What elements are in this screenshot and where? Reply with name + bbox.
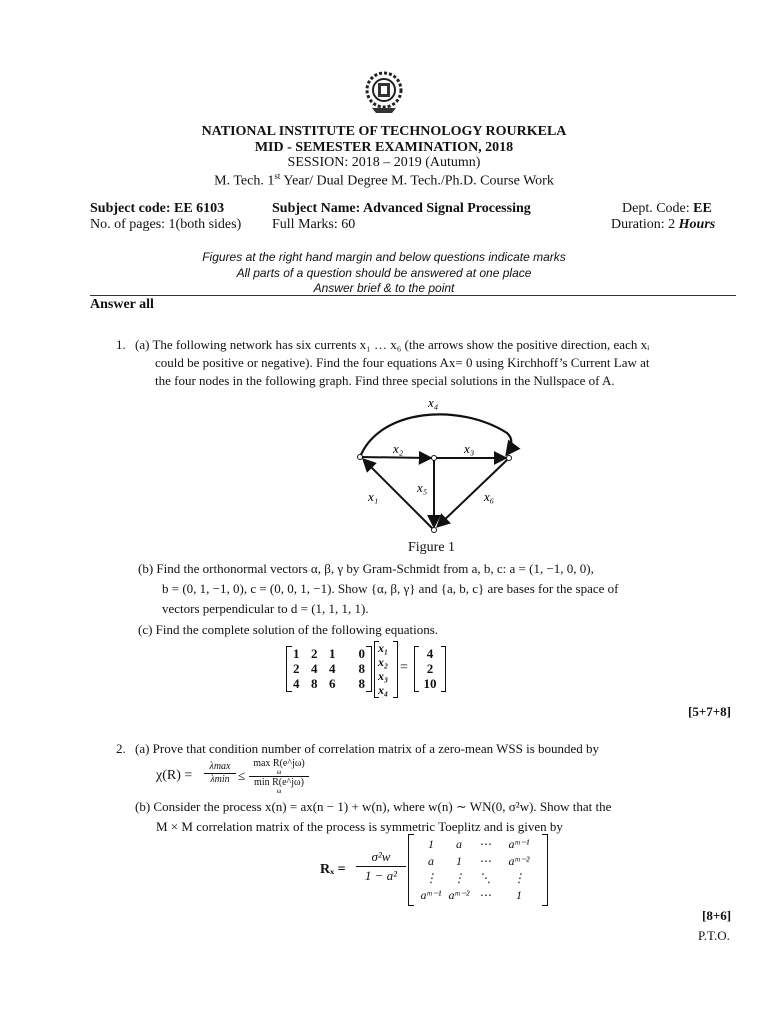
figure-caption: Figure 1 — [408, 540, 456, 555]
le-sign: ≤ — [238, 768, 246, 783]
rx-label: Rₓ = — [320, 862, 346, 877]
institute-name: NATIONAL INSTITUTE OF TECHNOLOGY ROURKELA — [201, 124, 567, 139]
label-x3: x₃ — [464, 441, 475, 456]
duration-value: Hours — [678, 217, 716, 232]
duration — [611, 217, 715, 233]
matrix-a-rows: 1 2 1 0 2 4 4 8 4 8 6 8 — [293, 646, 365, 691]
instruction-1: Figures at the right hand margin and below questions indicate marks — [202, 250, 566, 264]
session-line: SESSION: 2018 – 2019 (Autumn) — [287, 155, 481, 170]
matrix-a — [286, 646, 372, 692]
q2b-line1: (b) Consider the process x(n) = ax(n − 1) + w(n), where w(n) ∼ WN(0, σ²w). Show that the — [135, 799, 612, 814]
subject-code: Subject code: EE 6103 — [90, 201, 225, 216]
q1b-line3: vectors perpendicular to d = (1, 1, 1, 1). — [162, 601, 369, 616]
lambda-fraction: λmax λmin — [204, 761, 236, 786]
edge-x6 — [438, 460, 507, 526]
q1a-line3: the four nodes in the following graph. Find three special solutions in the Nullspace of A. — [155, 373, 615, 388]
matrix-equation — [286, 641, 446, 699]
q1b-line1: (b) Find the orthonormal vectors α, β, γ by Gram-Schmidt from a, b, c: a = (1, −1, 0, 0), — [138, 561, 594, 576]
pto-label: P.T.O. — [698, 928, 730, 943]
duration-label: Duration: 2 — [611, 217, 679, 232]
course-sup: st — [274, 171, 281, 181]
subject-name: Subject Name: Advanced Signal Processing — [272, 201, 531, 216]
dept-code — [622, 201, 712, 217]
course-post: Year/ Dual Degree M. Tech./Ph.D. Course Work — [280, 173, 554, 189]
header-divider — [90, 295, 736, 296]
answer-all: Answer all — [90, 297, 154, 312]
q1b-line2: b = (0, 1, −1, 0), c = (0, 0, 1, −1). Show {α, β, γ} and {a, b, c} are bases for the space of — [162, 581, 619, 596]
vector-x: x₁ x₂ x₃ x₄ — [374, 641, 398, 698]
q1-number: 1. — [116, 337, 126, 352]
sigma-fraction: σ²w 1 − a² — [356, 848, 406, 885]
label-x6: x₆ — [484, 489, 495, 504]
node-1 — [358, 455, 363, 460]
instruction-2: All parts of a question should be answered at one place — [236, 266, 532, 280]
q1-marks: [5+7+8] — [688, 704, 731, 719]
course-line — [0, 171, 768, 190]
q2a-line1: (a) Prove that condition number of correlation matrix of a zero-mean WSS is bounded by — [135, 741, 600, 756]
label-x5: x₅ — [417, 480, 428, 495]
equals-sign: = — [400, 660, 408, 675]
vector-rhs: 4 2 10 — [414, 646, 446, 692]
dept-label: Dept. Code: — [622, 201, 694, 216]
label-x4: x₄ — [428, 395, 439, 410]
node-3 — [507, 456, 512, 461]
network-graph — [350, 388, 525, 540]
edge-x4 — [360, 414, 511, 457]
node-2 — [432, 456, 437, 461]
exam-title: MID - SEMESTER EXAMINATION, 2018 — [254, 140, 514, 155]
label-x2: x₂ — [393, 441, 404, 456]
full-marks: Full Marks: 60 — [272, 217, 356, 232]
label-x1: x₁ — [368, 489, 379, 504]
q2b-line2: M × M correlation matrix of the process is symmetric Toeplitz and is given by — [156, 819, 563, 834]
edge-x2 — [360, 457, 430, 458]
q2-marks: [8+6] — [702, 908, 732, 923]
q1a-line2: could be positive or negative). Find the four equations Ax= 0 using Kirchhoff’s Current Law at — [155, 355, 650, 370]
q2-number: 2. — [116, 741, 126, 756]
node-4 — [432, 528, 437, 533]
bound-fraction: max R(e^jω) ω min R(e^jω) ω — [249, 758, 309, 795]
toeplitz-matrix: 1 a ⋯ aᵐ⁻¹ a 1 ⋯ aᵐ⁻² ⋮ ⋮ ⋱ ⋮ aᵐ⁻¹ aᵐ⁻² ⋯ 1 — [408, 834, 548, 906]
course-pre: M. Tech. 1 — [214, 173, 275, 189]
chi-label: χ(R) = — [156, 768, 193, 783]
institute-logo-icon — [364, 70, 404, 114]
q1a-line1: (a) The following network has six currents x₁ … x₆ (the arrows show the positive direction, each xᵢ — [135, 337, 650, 352]
dept-value: EE — [693, 201, 712, 216]
q1c-line1: (c) Find the complete solution of the following equations. — [138, 622, 439, 637]
pages-count: No. of pages: 1(both sides) — [90, 217, 242, 232]
instruction-3: Answer brief & to the point — [313, 281, 455, 295]
